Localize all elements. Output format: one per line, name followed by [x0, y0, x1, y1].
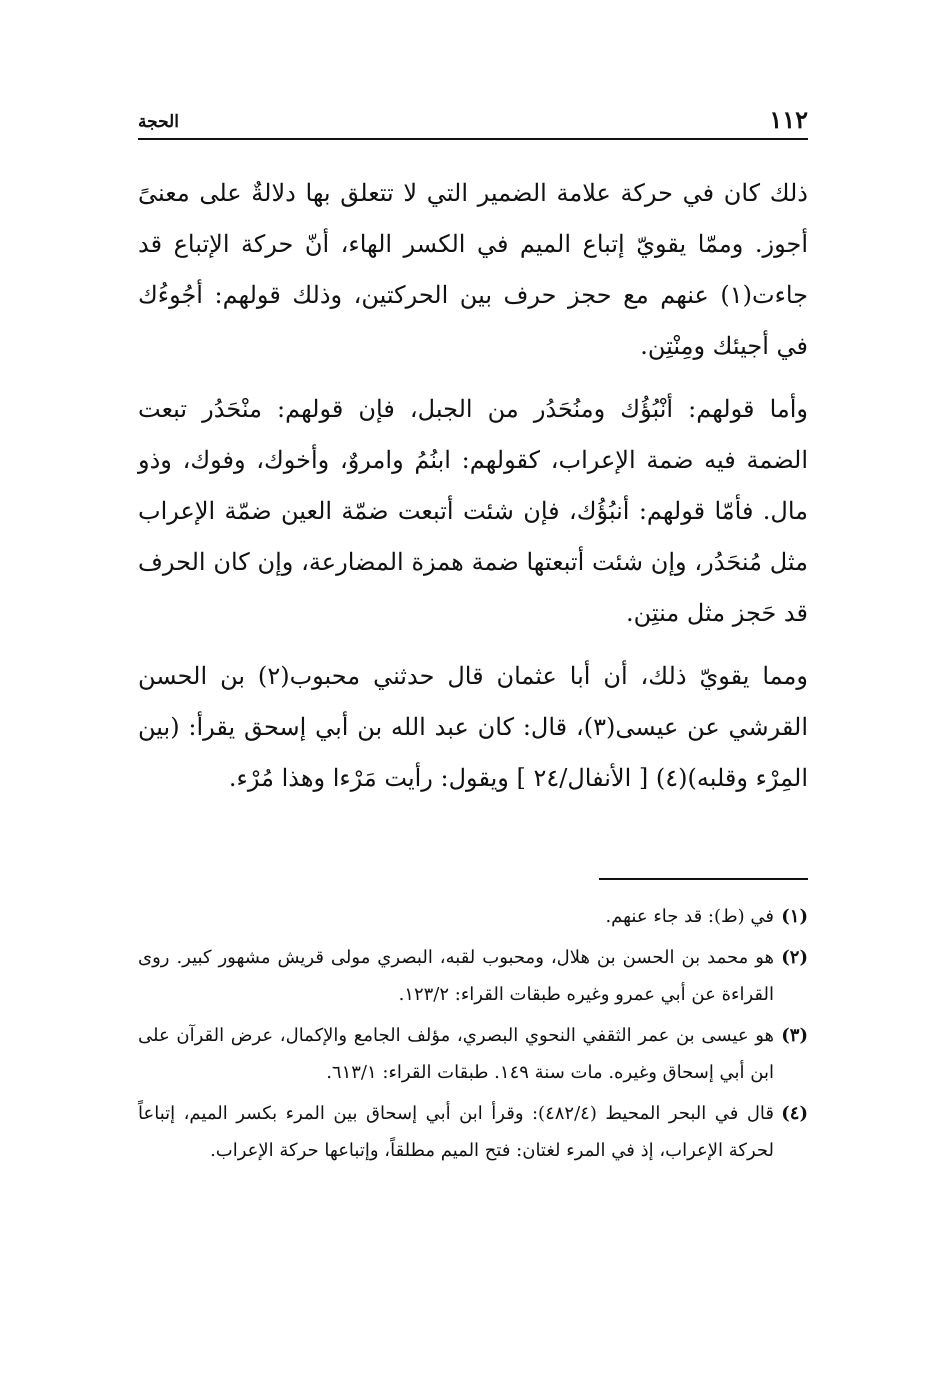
footnote-text: هو محمد بن الحسن بن هلال، ومحبوب لقبه، البصري مولى قريش مشهور كبير. روى القراءة عن أبي عمرو وغيره طبقات القراء: ١٢٣/٢.	[138, 947, 774, 1005]
page-number: ١١٢	[769, 105, 808, 134]
footnote	[138, 1017, 808, 1091]
footnote	[138, 898, 808, 935]
paragraph: ومما يقويّ ذلك، أن أبا عثمان قال حدثني محبوب(٢) بن الحسن القرشي عن عيسى(٣)، قال: كان عبد الله بن أبي إسحق يقرأ: (بين المِرْء وقلبه)(٤) [ الأنفال/٢٤ ] ويقول: رأيت مَرْءا وهذا مُرْء.	[138, 662, 808, 792]
paragraph: وأما قولهم: أنْبُؤُك ومنُحَدُر من الجبل، فإن قولهم: منْحَدُر تبعت الضمة فيه ضمة الإعراب، كقولهم: ابنُمُ وامروٌ، وأخوك، وفوك، وذو مال. فأمّا قولهم: أنبُؤُك، فإن شئت أتبعت ضمّة العين ضمّة الإعراب مثل مُنحَدُر، وإن شئت أتبعتها ضمة همزة المضارعة، وإن كان الحرف قد حَجز مثل منتِن.	[138, 395, 808, 627]
footnote	[138, 939, 808, 1013]
footnote-separator	[599, 878, 808, 880]
footnote-number: (١)	[781, 906, 808, 927]
footnote	[138, 1095, 808, 1169]
footnote-number: (٣)	[781, 1025, 808, 1046]
footnote-text: في (ط): قد جاء عنهم.	[605, 906, 774, 927]
footnote-text: هو عيسى بن عمر الثقفي النحوي البصري، مؤلف الجامع والإكمال، عرض القرآن على ابن أبي إسحاق وغيره. مات سنة ١٤٩. طبقات القراء: ٦١٣/١.	[138, 1025, 774, 1083]
footnote-number: (٤)	[781, 1103, 808, 1124]
footnotes	[138, 898, 808, 1173]
page-header	[138, 98, 808, 140]
running-title: الحجة	[138, 112, 179, 132]
paragraph: ذلك كان في حركة علامة الضمير التي لا تتعلق بها دلالةٌ على معنىً أجوز. وممّا يقويّ إتباع الميم في الكسر الهاء، أنّ حركة الإتباع قد جاءت(١) عنهم مع حجز حرف بين الحركتين، وذلك قولهم: أجُوءُك في أجيئك ومِنْتِن.	[138, 179, 808, 360]
footnote-number: (٢)	[781, 947, 808, 968]
footnote-text: قال في البحر المحيط (٤٨٢/٤): وقرأ ابن أبي إسحاق بين المرء بكسر الميم، إتباعاً لحركة الإعراب، إذ في المرء لغتان: فتح الميم مطلقاً، وإتباعها حركة الإعراب.	[138, 1103, 775, 1161]
main-text	[138, 168, 808, 804]
